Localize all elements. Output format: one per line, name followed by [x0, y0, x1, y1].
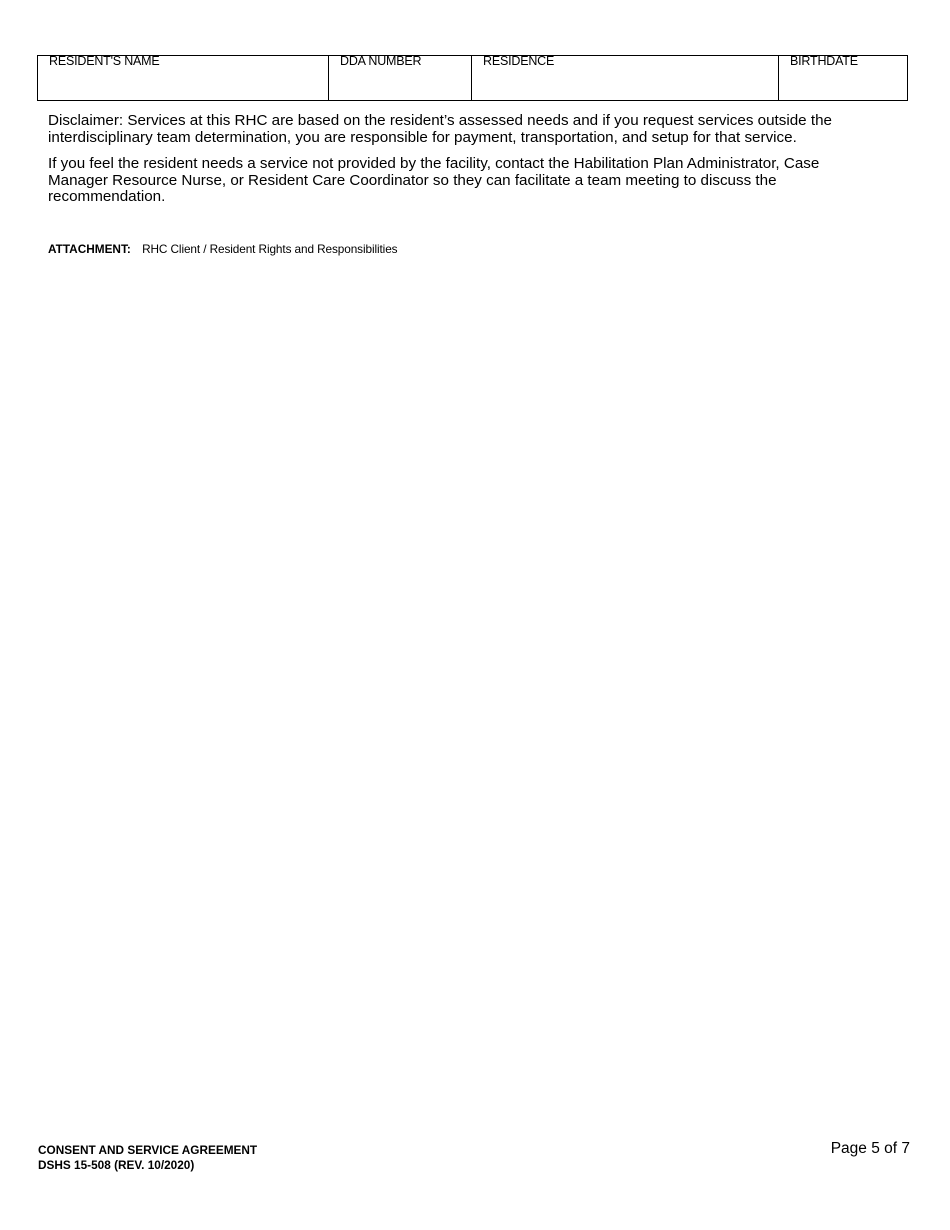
birthdate-cell[interactable] — [779, 56, 907, 100]
dda-number-label: DDA NUMBER — [340, 56, 422, 68]
resident-name-label: RESIDENT'S NAME — [49, 56, 160, 68]
attachment-value: RHC Client / Resident Rights and Responsibilities — [142, 242, 398, 256]
resident-info-table — [37, 55, 908, 101]
form-title: CONSENT AND SERVICE AGREEMENT — [38, 1143, 258, 1157]
dda-number-cell[interactable] — [329, 56, 472, 100]
attachment-line — [48, 242, 397, 256]
birthdate-label: BIRTHDATE — [790, 56, 858, 68]
residence-cell[interactable] — [472, 56, 779, 100]
page-indicator: Page 5 of 7 — [830, 1140, 910, 1157]
form-number: DSHS 15-508 (REV. 10/2020) — [38, 1158, 195, 1172]
resident-name-cell[interactable] — [38, 56, 329, 100]
attachment-label: ATTACHMENT: — [48, 242, 131, 256]
contact-paragraph: If you feel the resident needs a service not provided by the facility, contact the Habilitation Plan Administrator, Case Manager Resource Nurse, or Resident Care Coordinator so they can facilitate a team meeting to discuss the recommendation. — [48, 155, 820, 205]
disclaimer-paragraph: Disclaimer: Services at this RHC are based on the resident’s assessed needs and if you request services outside the interdisciplinary team determination, you are responsible for payment, transportation, and setup for that service. — [48, 112, 832, 146]
form-footer — [38, 1143, 257, 1173]
residence-label: RESIDENCE — [483, 56, 555, 68]
